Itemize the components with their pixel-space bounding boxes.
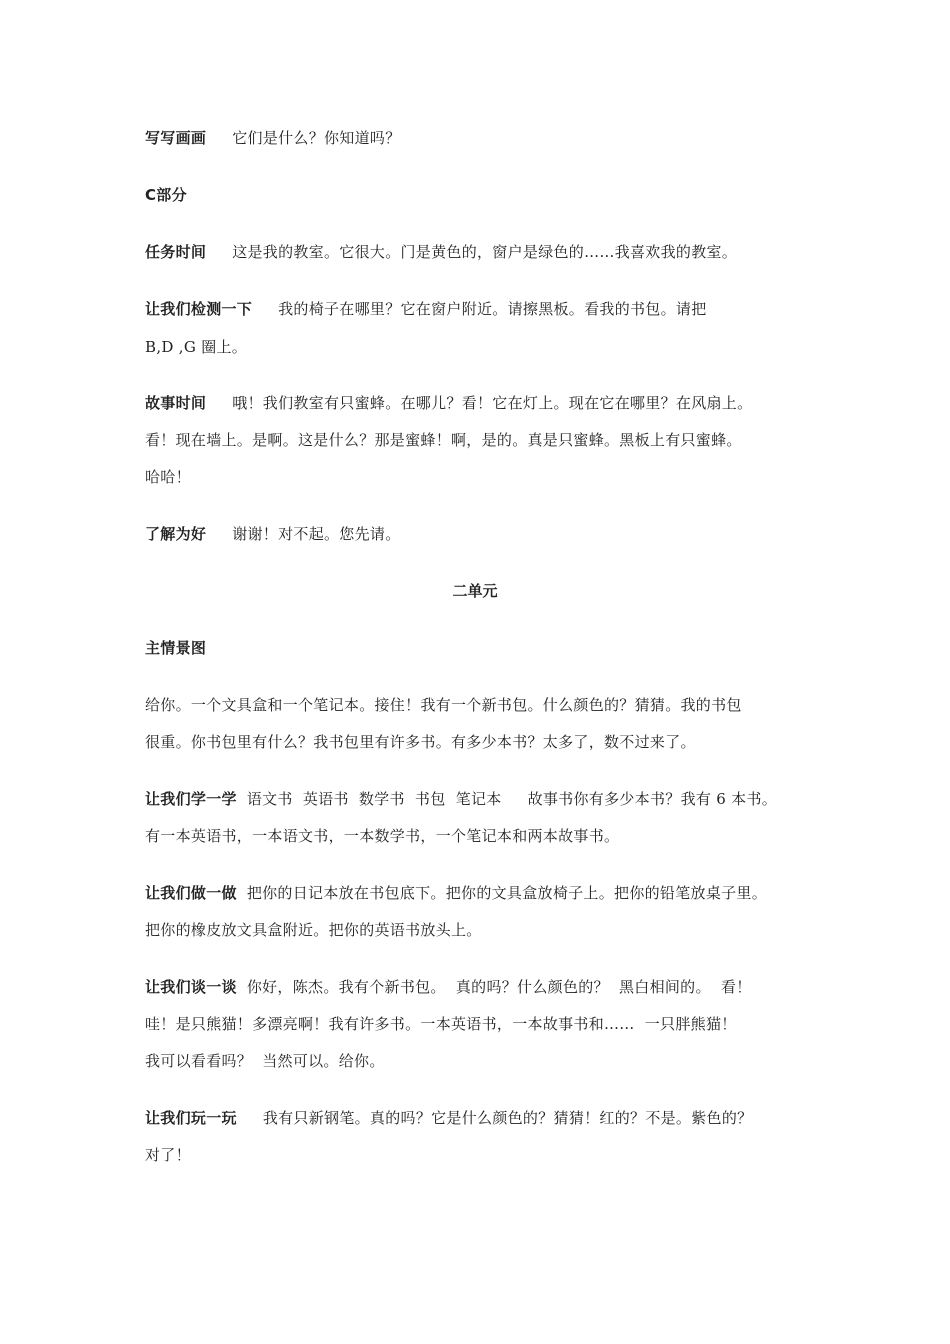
main-scene-line-1 <box>145 695 742 715</box>
main-scene-heading: 主情景图 <box>145 639 207 657</box>
lets-talk-line-2 <box>145 1014 737 1034</box>
task-time-heading: 任务时间 <box>145 243 207 261</box>
lets-learn-paragraph <box>145 789 777 809</box>
lets-do-text-2: 把你的橡皮放文具盒附近。把你的英语书放头上。 <box>145 921 482 939</box>
write-draw-paragraph <box>145 128 401 148</box>
task-time-paragraph <box>145 242 737 262</box>
lets-talk-text-1: 你好，陈杰。我有个新书包。 真的吗？什么颜色的？ 黑白相间的。 看！ <box>246 978 752 996</box>
lets-check-text-1: 我的椅子在哪里？它在窗户附近。请擦黑板。看我的书包。请把 <box>278 300 707 318</box>
lets-do-text-1: 把你的日记本放在书包底下。把你的文具盒放椅子上。把你的铅笔放桌子里。 <box>246 884 768 902</box>
lets-talk-heading: 让我们谈一谈 <box>145 978 237 996</box>
lets-learn-line-2 <box>145 826 619 846</box>
lets-do-heading: 让我们做一做 <box>145 884 237 902</box>
story-time-line-2 <box>145 430 742 450</box>
lets-talk-text-3: 我可以看看吗？ 当然可以。给你。 <box>145 1052 385 1070</box>
main-scene-line-2 <box>145 732 696 752</box>
lets-learn-vocab: 语文书 英语书 数学书 书包 笔记本 <box>246 790 502 808</box>
unit-2-title: 二单元 <box>452 582 498 600</box>
main-scene-text-2: 很重。你书包里有什么？我书包里有许多书。有多少本书？太多了，数不过来了。 <box>145 733 696 751</box>
lets-learn-heading: 让我们学一学 <box>145 790 237 808</box>
part-c-heading: C部分 <box>145 186 187 204</box>
lets-talk-paragraph <box>145 977 752 997</box>
lets-check-line-2 <box>145 337 247 357</box>
good-to-know-text: 谢谢！对不起。您先请。 <box>232 525 401 543</box>
story-time-paragraph <box>145 393 752 413</box>
good-to-know-paragraph <box>145 524 401 544</box>
main-scene-text-1: 给你。一个文具盒和一个笔记本。接住！我有一个新书包。什么颜色的？猜猜。我的书包 <box>145 696 742 714</box>
lets-check-heading: 让我们检测一下 <box>145 300 253 318</box>
main-scene-heading-line <box>145 638 206 658</box>
story-time-line-3 <box>145 467 191 487</box>
lets-do-line-2 <box>145 920 482 940</box>
lets-play-line-2 <box>145 1145 191 1165</box>
task-time-text: 这是我的教室。它很大。门是黄色的，窗户是绿色的……我喜欢我的教室。 <box>232 243 738 261</box>
write-draw-heading: 写写画画 <box>145 129 207 147</box>
story-time-text-3: 哈哈！ <box>145 468 191 486</box>
write-draw-text: 它们是什么？你知道吗？ <box>232 129 401 147</box>
lets-learn-text-2: 有一本英语书，一本语文书，一本数学书，一个笔记本和两本故事书。 <box>145 827 620 845</box>
lets-play-heading: 让我们玩一玩 <box>145 1109 237 1127</box>
lets-learn-text-1b: 故事书你有多少本书？我有 6 本书。 <box>527 790 778 808</box>
lets-talk-text-2: 哇！是只熊猫！多漂亮啊！我有许多书。一本英语书，一本故事书和…… 一只胖熊猫！ <box>145 1015 737 1033</box>
lets-play-text-2: 对了！ <box>145 1146 191 1164</box>
good-to-know-heading: 了解为好 <box>145 525 207 543</box>
lets-talk-line-3 <box>145 1051 385 1071</box>
part-c-paragraph <box>145 185 187 205</box>
story-time-text-2: 看！现在墙上。是啊。这是什么？那是蜜蜂！啊，是的。真是只蜜蜂。黑板上有只蜜蜂。 <box>145 431 742 449</box>
lets-play-paragraph <box>145 1108 752 1128</box>
lets-check-text-2: B,D ,G 圈上。 <box>145 338 248 356</box>
story-time-heading: 故事时间 <box>145 394 207 412</box>
lets-play-text-1: 我有只新钢笔。真的吗？它是什么颜色的？猜猜！红的？不是。紫色的？ <box>262 1109 753 1127</box>
story-time-text-1: 哦！我们教室有只蜜蜂。在哪儿？看！它在灯上。现在它在哪里？在风扇上。 <box>232 394 753 412</box>
lets-do-paragraph <box>145 883 767 903</box>
lets-check-paragraph <box>145 299 707 319</box>
